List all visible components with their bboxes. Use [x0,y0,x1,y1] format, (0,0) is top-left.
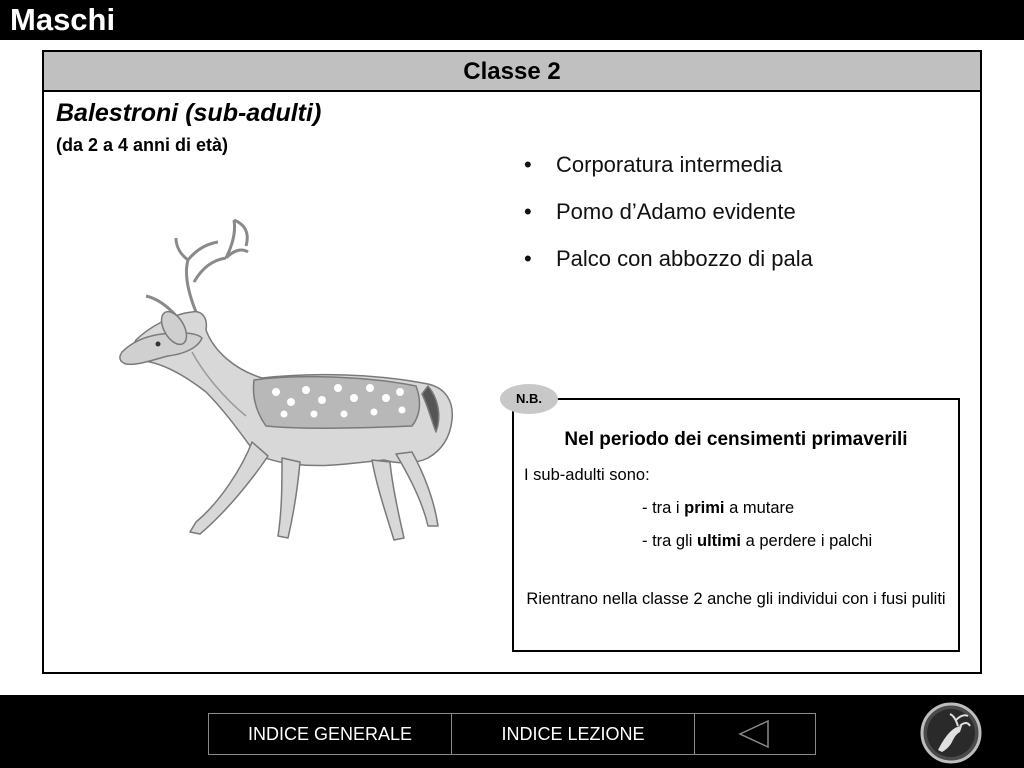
top-bar [0,0,1024,40]
nav-button-group [208,713,816,755]
list-item: • Corporatura intermedia [520,150,813,197]
back-triangle-icon [738,719,772,749]
note-item-text: - tra gli [642,532,698,550]
note-item-text: a perdere i palchi [741,532,873,550]
content-panel [42,50,982,674]
list-item: • Palco con abbozzo di pala [520,244,813,291]
back-button[interactable] [695,714,815,754]
general-index-button[interactable]: INDICE GENERALE [209,714,452,754]
bottom-nav-bar [0,695,1024,768]
panel-title: Classe 2 [44,52,980,92]
list-item: • Pomo d’Adamo evidente [520,197,813,244]
note-item-last [642,530,872,552]
note-item-text: - tra i [642,499,685,517]
section-subheading: (da 2 a 4 anni di età) [56,135,229,155]
fallow-deer-illustration [76,202,466,552]
note-title: Nel periodo dei censimenti primaverili [564,429,908,450]
lesson-index-button[interactable]: INDICE LEZIONE [452,714,695,754]
note-item-emphasis: ultimi [697,532,742,550]
note-item-first [642,497,794,519]
section-heading: Balestroni (sub-adulti) [56,99,322,127]
note-item-text: a mutare [724,499,795,517]
feature-list [520,150,813,291]
nb-badge: N.B. [500,384,558,414]
note-footer: Rientrano nella classe 2 anche gli individui con i fusi puliti [526,590,946,608]
deer-logo-icon [920,702,982,764]
note-intro: I sub-adulti sono: [524,466,650,484]
page-title: Maschi [10,2,116,37]
note-item-emphasis: primi [684,499,725,517]
note-box [512,398,960,652]
